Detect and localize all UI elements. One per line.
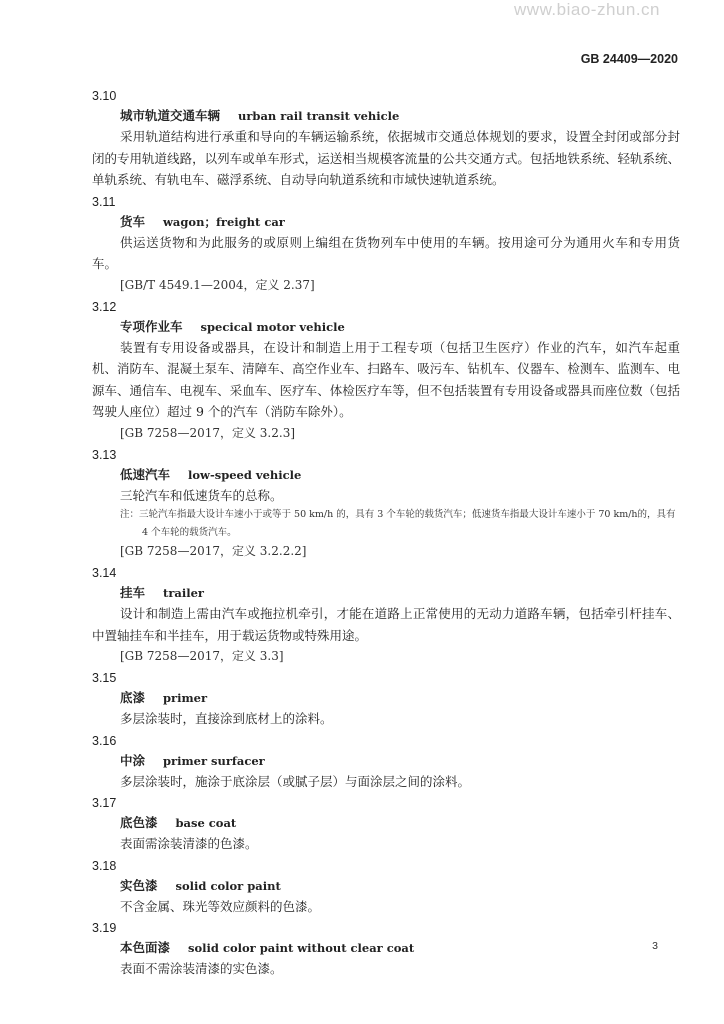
term-definition: 多层涂装时，施涂于底涂层（或腻子层）与面涂层之间的涂料。 — [120, 773, 471, 789]
term-reference: [GB 7258—2017，定义 3.2.2.2] — [120, 544, 307, 558]
term-definition: 表面不需涂装清漆的实色漆。 — [120, 961, 283, 976]
term-title — [92, 688, 680, 708]
term-entry-3-12 — [92, 297, 680, 444]
term-en: wagon；freight car — [163, 214, 285, 229]
term-en: primer — [163, 691, 208, 705]
term-note — [92, 506, 680, 541]
term-entry-3-10 — [92, 86, 680, 191]
term-number: 3.17 — [92, 796, 117, 810]
term-entry-3-15 — [92, 668, 680, 730]
term-zh: 底漆 — [120, 691, 146, 705]
term-zh: 专项作业车 — [120, 319, 183, 334]
term-number: 3.10 — [92, 89, 117, 103]
term-title — [92, 583, 680, 603]
term-entry-3-14 — [92, 563, 680, 667]
term-en: trailer — [163, 586, 204, 600]
term-zh: 底色漆 — [120, 816, 158, 830]
term-title — [92, 876, 680, 896]
term-en: base coat — [175, 816, 237, 830]
term-definition: 设计和制造上需由汽车或拖拉机牵引，才能在道路上正常使用的无动力道路车辆，包括牵引杆挂车、中置轴挂车和半挂车，用于载运货物或特殊用途。 — [92, 606, 680, 643]
term-en: specical motor vehicle — [200, 319, 345, 334]
term-entry-3-11 — [92, 192, 680, 296]
term-number: 3.13 — [92, 447, 117, 462]
term-zh: 本色面漆 — [120, 941, 171, 955]
term-entry-3-13 — [92, 445, 680, 563]
term-number: 3.11 — [92, 194, 116, 209]
term-title — [92, 465, 680, 485]
term-definition: 装置有专用设备或器具，在设计和制造上用于工程专项（包括卫生医疗）作业的汽车，如汽车起重机、消防车、混凝土泵车、清障车、高空作业车、扫路车、吸污车、钻机车、仪器车、检测车、监测车、电源车、通信车、电视车、采血车、医疗车、体检医疗车等，但不包括装置有专用设备或器具而座位数（包括驾驶人座位）超过 9 个的汽车（消防车除外）。 — [92, 339, 680, 419]
term-definition: 采用轨道结构进行承重和导向的车辆运输系统，依据城市交通总体规划的要求，设置全封闭或部分封闭的专用轨道线路，以列车或单车形式，运送相当规模客流量的公共交通方式。包括地铁系统、轻轨系统、单轨系统、有轨电车、磁浮系统、自动导向轨道系统和市域快速轨道系统。 — [92, 129, 680, 187]
term-number: 3.14 — [92, 566, 117, 580]
term-en: solid color paint — [175, 878, 281, 893]
term-en: low-speed vehicle — [188, 467, 302, 482]
term-reference: [GB/T 4549.1—2004，定义 2.37] — [120, 277, 315, 292]
term-en: urban rail transit vehicle — [238, 109, 400, 123]
term-zh: 实色漆 — [120, 878, 158, 893]
term-entry-3-18 — [92, 856, 680, 918]
document-body — [92, 86, 680, 981]
term-zh: 低速汽车 — [120, 467, 171, 482]
term-zh: 中涂 — [120, 753, 146, 768]
page-number: 3 — [652, 940, 658, 952]
term-title — [92, 317, 680, 337]
term-number: 3.12 — [92, 299, 117, 314]
term-title — [92, 938, 680, 958]
term-definition: 表面需涂装清漆的色漆。 — [120, 836, 258, 851]
term-title — [92, 212, 680, 232]
term-zh: 城市轨道交通车辆 — [120, 109, 221, 123]
term-definition: 供运送货物和为此服务的或原则上编组在货物列车中使用的车辆。按用途可分为通用火车和专用货车。 — [92, 234, 680, 271]
term-reference: [GB 7258—2017，定义 3.2.3] — [120, 425, 296, 440]
term-en: solid color paint without clear coat — [188, 941, 415, 955]
term-number: 3.15 — [92, 671, 117, 685]
term-en: primer surfacer — [163, 753, 265, 768]
term-definition: 不含金属、珠光等效应颜料的色漆。 — [120, 898, 321, 914]
term-number: 3.19 — [92, 921, 117, 935]
term-definition: 多层涂装时，直接涂到底材上的涂料。 — [120, 711, 333, 726]
term-title — [92, 813, 680, 833]
term-number: 3.18 — [92, 858, 117, 873]
term-title — [92, 751, 680, 771]
term-number: 3.16 — [92, 733, 117, 748]
term-zh: 货车 — [120, 214, 146, 229]
watermark: www.biao-zhun.cn — [514, 0, 660, 19]
term-reference: [GB 7258—2017，定义 3.3] — [120, 649, 284, 663]
term-entry-3-16 — [92, 731, 680, 793]
term-note-text: 注：三轮汽车指最大设计车速小于或等于 50 km/h 的，具有 3 个车轮的载货汽车；低速货车指最大设计车速小于 70 km/h的，具有 4 个车轮的载货汽车。 — [120, 509, 676, 538]
term-zh: 挂车 — [120, 586, 146, 600]
term-entry-3-19 — [92, 918, 680, 980]
standard-code: GB 24409—2020 — [580, 52, 678, 66]
term-title — [92, 106, 680, 126]
term-definition: 三轮汽车和低速货车的总称。 — [120, 487, 283, 503]
term-entry-3-17 — [92, 793, 680, 855]
